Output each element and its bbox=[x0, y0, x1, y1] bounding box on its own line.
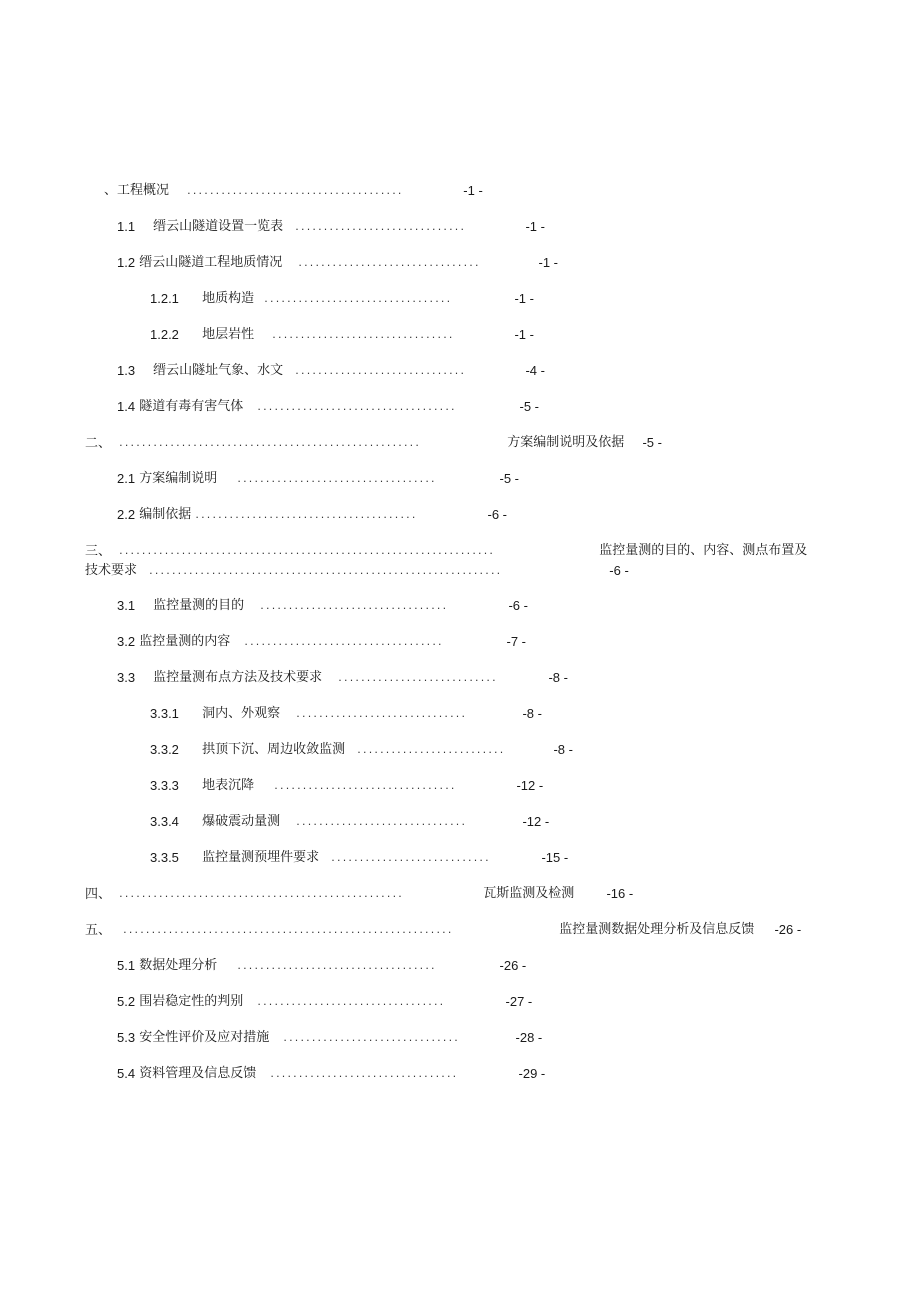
toc-entry-4 bbox=[85, 884, 633, 904]
toc-entry-2-1 bbox=[117, 469, 519, 489]
toc-entry-title: 方案编制说明 bbox=[139, 471, 218, 486]
toc-page-number: -1 - bbox=[538, 255, 559, 270]
toc-entry-title: 安全性评价及应对措施 bbox=[139, 1030, 270, 1045]
toc-entry-number: 1.2 bbox=[117, 255, 136, 270]
toc-page-number: -16 - bbox=[606, 886, 634, 901]
toc-leader-dots: ................................... bbox=[244, 635, 444, 648]
toc-page-number: -1 - bbox=[514, 327, 534, 342]
toc-leader-dots: .............................. bbox=[295, 364, 467, 377]
toc-entry-number: 3.3.2 bbox=[150, 742, 179, 757]
toc-page-number: -5 - bbox=[519, 399, 540, 414]
toc-entry-number: 1.2.1 bbox=[150, 291, 179, 306]
toc-entry-title: 缙云山隧道工程地质情况 bbox=[139, 255, 283, 270]
toc-leader-dots: .............................................................. bbox=[149, 564, 503, 577]
toc-leader-dots: ............................... bbox=[283, 1031, 460, 1044]
toc-entry-number: 二、 bbox=[85, 435, 112, 450]
toc-leader-dots: ....................................... bbox=[195, 508, 418, 521]
toc-entry-5-4 bbox=[117, 1064, 545, 1084]
toc-page-number: -15 - bbox=[541, 850, 569, 865]
toc-page-number: -8 - bbox=[522, 706, 542, 721]
toc-entry-3 bbox=[85, 541, 807, 561]
toc-page-number: -26 - bbox=[774, 922, 802, 937]
toc-leader-dots: ................................ bbox=[298, 256, 481, 269]
toc-entry-title: 、工程概况 bbox=[104, 183, 170, 198]
toc-entry-title: 监控量测数据处理分析及信息反馈 bbox=[559, 922, 755, 937]
toc-leader-dots: ................................ bbox=[274, 779, 457, 792]
toc-entry-title: 洞内、外观察 bbox=[202, 706, 281, 721]
toc-entry-1-3 bbox=[117, 361, 545, 381]
toc-entry-3-3 bbox=[117, 668, 568, 688]
toc-leader-dots: ............................ bbox=[331, 851, 491, 864]
toc-leader-dots: ..................................................... bbox=[119, 436, 422, 449]
toc-entry-number: 2.2 bbox=[117, 507, 136, 522]
toc-entry-title: 监控量测预埋件要求 bbox=[202, 850, 320, 865]
toc-entry-number: 3.3.4 bbox=[150, 814, 179, 829]
toc-leader-dots: .............................. bbox=[296, 815, 468, 828]
toc-entry-title: 爆破震动量测 bbox=[202, 814, 281, 829]
toc-page-number: -12 - bbox=[516, 778, 544, 793]
toc-entry-number: 2.1 bbox=[117, 471, 136, 486]
toc-leader-dots: ...................................... bbox=[187, 184, 404, 197]
toc-entry-number: 5.1 bbox=[117, 958, 136, 973]
toc-entry-number: 3.2 bbox=[117, 634, 136, 649]
toc-page-number: -8 - bbox=[553, 742, 573, 757]
toc-entry-2 bbox=[85, 433, 662, 453]
toc-entry-5-2 bbox=[117, 992, 532, 1012]
toc-entry-number: 3.3 bbox=[117, 670, 136, 685]
toc-entry-3-3-5 bbox=[150, 848, 568, 868]
toc-page-number: -6 - bbox=[609, 563, 629, 578]
toc-entry-number: 3.3.1 bbox=[150, 706, 179, 721]
toc-entry-title: 方案编制说明及依据 bbox=[507, 435, 625, 450]
toc-page-number: -29 - bbox=[518, 1066, 546, 1081]
toc-page-number: -6 - bbox=[508, 598, 528, 613]
toc-page-number: -27 - bbox=[505, 994, 533, 1009]
toc-entry-title: 编制依据 bbox=[139, 507, 192, 522]
toc-entry-number: 1.1 bbox=[117, 219, 136, 234]
toc-entry-title: 监控量测的目的 bbox=[153, 598, 245, 613]
toc-page-number: -1 - bbox=[463, 183, 483, 198]
toc-entry-title: 瓦斯监测及检测 bbox=[483, 886, 575, 901]
toc-entry-title: 缙云山隧道设置一览表 bbox=[153, 219, 284, 234]
toc-entry-3-continuation bbox=[85, 561, 629, 581]
toc-entry-1-4 bbox=[117, 397, 539, 417]
toc-entry-title: 地质构造 bbox=[202, 291, 255, 306]
toc-page-number: -5 - bbox=[642, 435, 662, 450]
toc-entry-title: 数据处理分析 bbox=[139, 958, 218, 973]
toc-entry-number: 四、 bbox=[85, 886, 112, 901]
toc-entry-1 bbox=[104, 181, 483, 201]
toc-leader-dots: .................................................................. bbox=[119, 544, 496, 557]
toc-leader-dots: ................................... bbox=[257, 400, 457, 413]
toc-entry-1-1 bbox=[117, 217, 545, 237]
toc-entry-number: 五、 bbox=[85, 922, 112, 937]
toc-leader-dots: ............................ bbox=[338, 671, 498, 684]
toc-entry-title: 监控量测的目的、内容、测点布置及 bbox=[599, 543, 808, 558]
toc-page-number: -12 - bbox=[522, 814, 550, 829]
toc-entry-number: 1.2.2 bbox=[150, 327, 179, 342]
toc-leader-dots: ................................... bbox=[237, 959, 437, 972]
toc-leader-dots: ................................. bbox=[260, 599, 449, 612]
toc-page-number: -8 - bbox=[548, 670, 568, 685]
toc-leader-dots: .......................... bbox=[357, 743, 506, 756]
toc-leader-dots: ................................ bbox=[272, 328, 455, 341]
toc-page-number: -5 - bbox=[499, 471, 520, 486]
toc-entry-2-2 bbox=[117, 505, 507, 525]
toc-entry-number: 5.4 bbox=[117, 1066, 136, 1081]
toc-entry-5-1 bbox=[117, 956, 526, 976]
toc-entry-number: 3.1 bbox=[117, 598, 136, 613]
toc-entry-3-3-4 bbox=[150, 812, 549, 832]
toc-entry-title: 地层岩性 bbox=[202, 327, 255, 342]
toc-entry-1-2-1 bbox=[150, 289, 534, 309]
toc-entry-3-3-2 bbox=[150, 740, 573, 760]
toc-entry-title: 监控量测布点方法及技术要求 bbox=[153, 670, 323, 685]
toc-leader-dots: .............................. bbox=[295, 220, 467, 233]
toc-entry-number: 3.3.3 bbox=[150, 778, 179, 793]
toc-entry-number: 3.3.5 bbox=[150, 850, 179, 865]
toc-entry-5 bbox=[85, 920, 801, 940]
toc-leader-dots: ................................. bbox=[257, 995, 446, 1008]
toc-page-number: -6 - bbox=[487, 507, 508, 522]
toc-entry-number: 1.4 bbox=[117, 399, 136, 414]
toc-entry-3-1 bbox=[117, 596, 528, 616]
toc-entry-title: 拱顶下沉、周边收敛监测 bbox=[202, 742, 346, 757]
toc-entry-title: 技术要求 bbox=[85, 563, 138, 578]
toc-entry-number: 1.3 bbox=[117, 363, 136, 378]
toc-entry-number: 5.3 bbox=[117, 1030, 136, 1045]
toc-entry-title: 隧道有毒有害气体 bbox=[139, 399, 244, 414]
toc-entry-1-2 bbox=[117, 253, 558, 273]
toc-entry-title: 监控量测的内容 bbox=[139, 634, 231, 649]
toc-leader-dots: .................................................. bbox=[119, 887, 404, 900]
toc-entry-title: 围岩稳定性的判别 bbox=[139, 994, 244, 1009]
toc-entry-5-3 bbox=[117, 1028, 542, 1048]
toc-page-number: -4 - bbox=[525, 363, 545, 378]
toc-leader-dots: ................................... bbox=[237, 472, 437, 485]
toc-entry-title: 资料管理及信息反馈 bbox=[139, 1066, 257, 1081]
toc-entry-1-2-2 bbox=[150, 325, 534, 345]
toc-page-number: -28 - bbox=[515, 1030, 543, 1045]
toc-leader-dots: ................................. bbox=[264, 292, 453, 305]
toc-entry-3-3-3 bbox=[150, 776, 543, 796]
toc-leader-dots: .............................. bbox=[296, 707, 468, 720]
toc-entry-title: 地表沉降 bbox=[202, 778, 255, 793]
toc-entry-3-3-1 bbox=[150, 704, 542, 724]
toc-entry-title: 缙云山隧址气象、水文 bbox=[153, 363, 284, 378]
toc-page-number: -1 - bbox=[514, 291, 534, 306]
toc-leader-dots: .......................................................... bbox=[123, 923, 454, 936]
toc-page-number: -7 - bbox=[506, 634, 527, 649]
toc-leader-dots: ................................. bbox=[270, 1067, 459, 1080]
toc-page-number: -1 - bbox=[525, 219, 545, 234]
toc-page-number: -26 - bbox=[499, 958, 527, 973]
toc-entry-number: 5.2 bbox=[117, 994, 136, 1009]
toc-entry-3-2 bbox=[117, 632, 526, 652]
toc-entry-number: 三、 bbox=[85, 543, 112, 558]
